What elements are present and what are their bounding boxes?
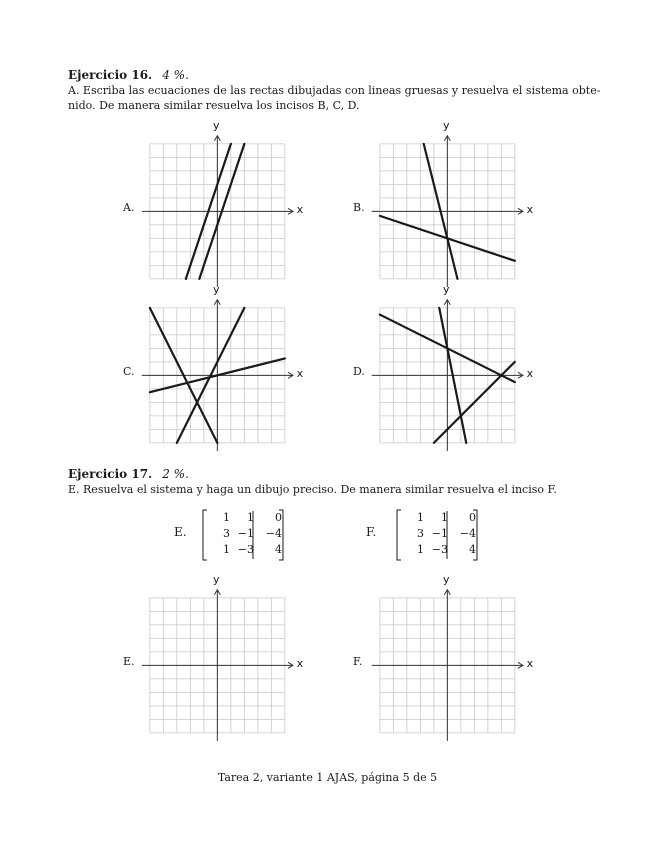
matrix-f-cell: −4 — [459, 527, 476, 540]
matrix-f-cell: 1 — [417, 543, 424, 556]
matrix-e-cell: 3 — [223, 527, 230, 540]
plot-c-canvas — [135, 293, 300, 458]
plot-b-x-label: x — [526, 203, 534, 216]
matrix-e-cell: 1 — [223, 511, 230, 524]
matrix-e-cell: 1 — [247, 511, 254, 524]
exercise-16-heading — [68, 68, 189, 82]
matrix-f-cell: 1 — [417, 511, 424, 524]
plot-d-y-label: y — [443, 283, 450, 297]
plot-b-label: B. — [353, 201, 365, 214]
matrix-e-cell: −4 — [265, 527, 282, 540]
matrix-f-cell: 0 — [469, 511, 476, 524]
exercise-17-title: Ejercicio 17. — [68, 467, 153, 481]
exercise-16-weight: 4 %. — [162, 68, 189, 82]
matrix-f-cell: 3 — [417, 527, 424, 540]
plot-e-canvas — [135, 583, 300, 748]
matrix-e-cell: 0 — [275, 511, 282, 524]
matrix-f-cell: −3 — [431, 543, 448, 556]
plot-d-x-label: x — [526, 367, 534, 380]
matrix-e-cell: −3 — [237, 543, 254, 556]
plot-a-y-label: y — [213, 119, 220, 133]
plot-a-label: A. — [123, 201, 135, 214]
matrix-e-cell: 1 — [223, 543, 230, 556]
left-bracket — [397, 510, 401, 560]
plot-d-label: D. — [353, 365, 365, 378]
plot-a-x-label: x — [296, 203, 304, 216]
plot-c-x-label: x — [296, 367, 304, 380]
plot-b-y-label: y — [443, 119, 450, 133]
matrix-f-cell: −1 — [431, 527, 448, 540]
plot-c-y-label: y — [213, 283, 220, 297]
plot-e-x-label: x — [296, 657, 304, 670]
plot-a-canvas — [135, 129, 300, 297]
plot-f-canvas — [365, 583, 530, 748]
exercise-16-line-2: nido. De manera similar resuelva los incisos B, C, D. — [68, 99, 360, 112]
plot-e-y-label: y — [213, 573, 220, 587]
plot-c-label: C. — [123, 365, 135, 378]
plot-f-label: F. — [353, 655, 363, 668]
exercise-16-instructions — [68, 83, 601, 113]
left-bracket — [203, 510, 207, 560]
matrix-f-label: F. — [366, 525, 377, 539]
plot-d-canvas — [365, 293, 530, 458]
matrix-e-label: E. — [174, 525, 187, 539]
matrix-e-cell: −1 — [237, 527, 254, 540]
exercise-16-title: Ejercicio 16. — [68, 68, 153, 82]
plot-e-label: E. — [123, 655, 135, 668]
plot-f-x-label: x — [526, 657, 534, 670]
matrix-f-cell: 1 — [441, 511, 448, 524]
exercise-17-heading — [68, 467, 189, 481]
exercise-17-instructions: E. Resuelva el sistema y haga un dibujo preciso. De manera similar resuelva el inciso F. — [68, 483, 557, 496]
page-footer: Tarea 2, variante 1 AJAS, página 5 de 5 — [217, 771, 438, 784]
plot-f-y-label: y — [443, 573, 450, 587]
matrix-f-cell: 4 — [469, 543, 476, 556]
matrix-e-cell: 4 — [275, 543, 282, 556]
exercise-16-line-1: A. Escriba las ecuaciones de las rectas dibujadas con lineas gruesas y resuelva el sistema obte- — [68, 84, 601, 97]
plot-b-canvas — [365, 129, 530, 297]
exercise-17-weight: 2 %. — [162, 467, 189, 481]
